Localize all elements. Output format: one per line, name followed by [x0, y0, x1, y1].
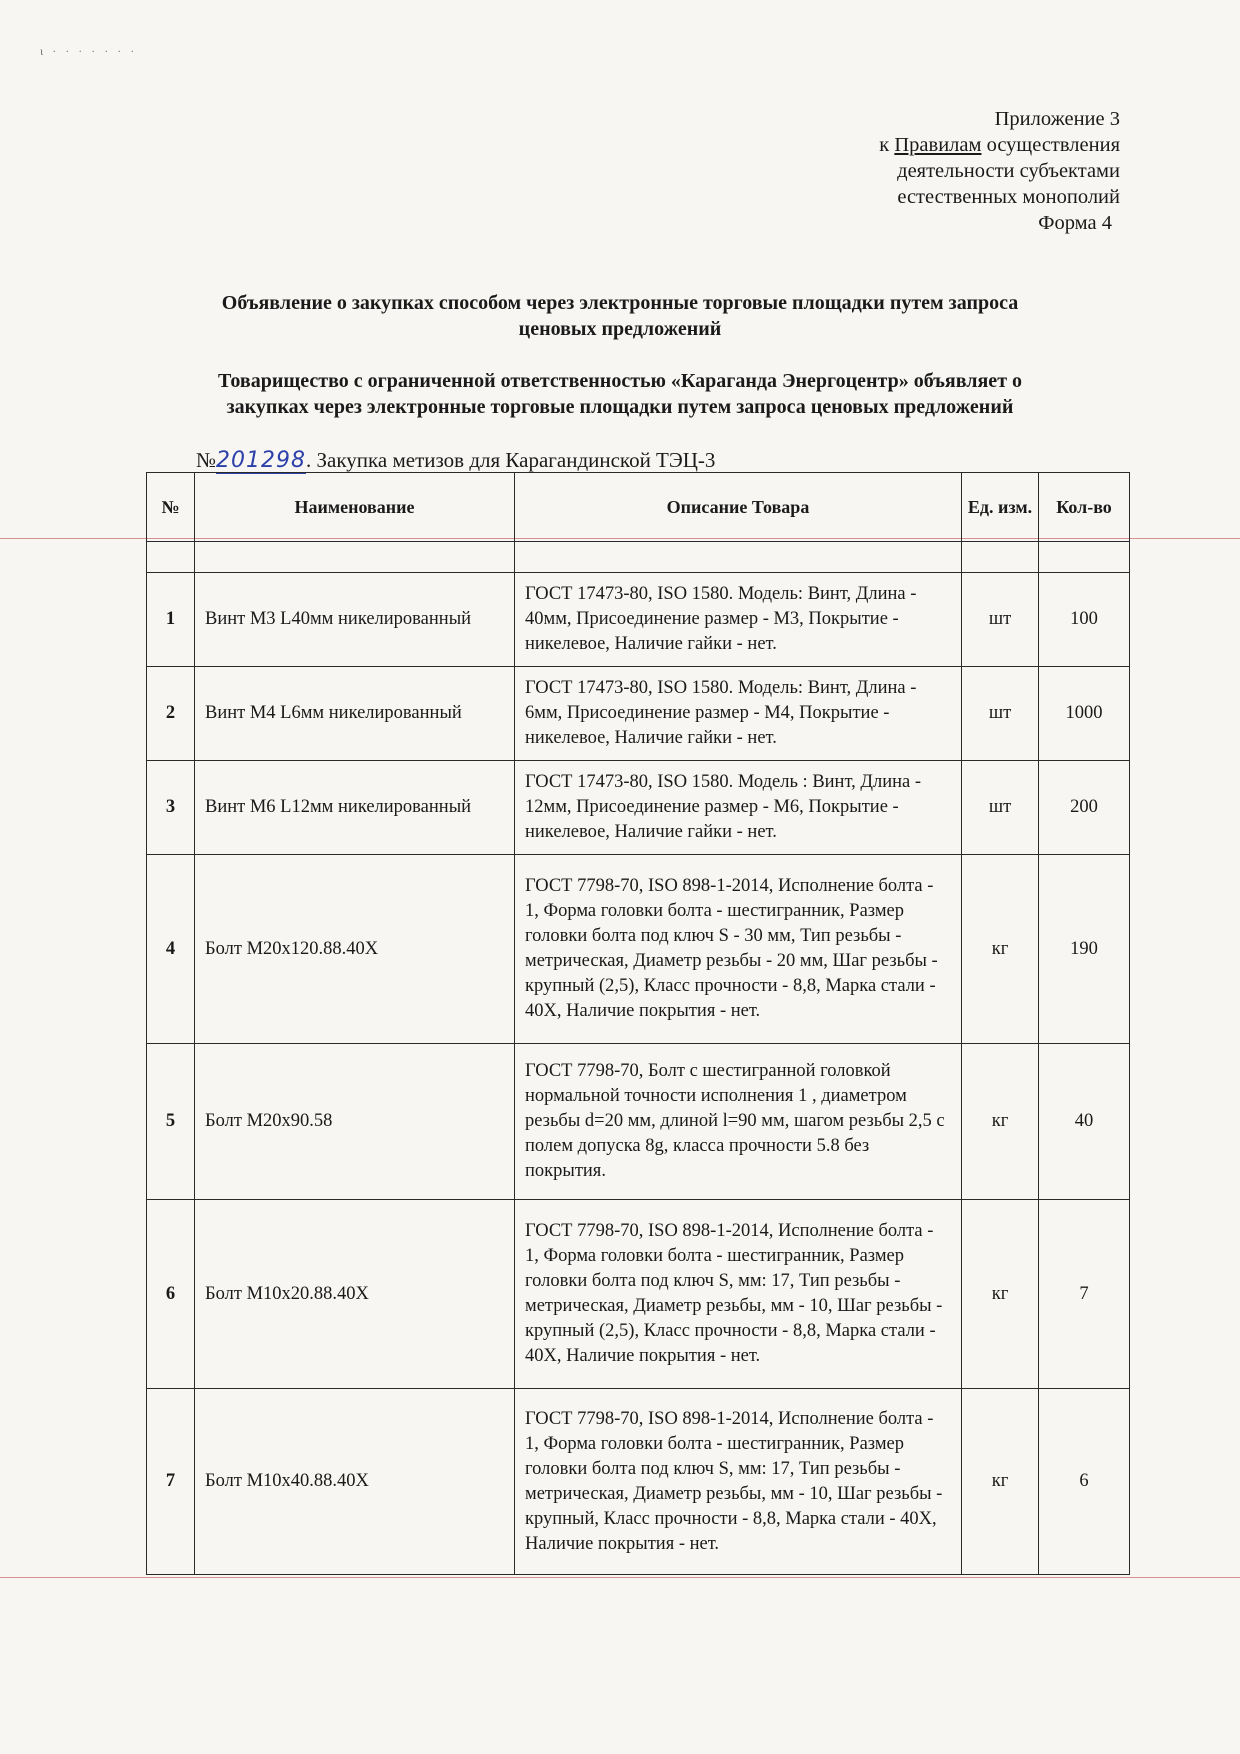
table-spacer-row [147, 542, 1130, 573]
announcement-heading-line-2: ценовых предложений [518, 318, 722, 340]
item-description: ГОСТ 7798-70, ISO 898-1-2014, Исполнение болта - 1, Форма головки болта - шестигранник, Размер головки болта под ключ S - 30 мм, Тип резьбы - метрическая, Диаметр резьбы - 20 мм, Шаг резьбы - крупный (2,5), Класс прочности - 8,8, Марка стали - 40Х, Наличие покрытия - нет. [515, 855, 962, 1044]
table-row [147, 855, 1130, 1044]
item-qty: 6 [1039, 1389, 1130, 1575]
scan-margin-line [0, 1577, 1240, 1578]
form-number: Форма 4 [1038, 212, 1112, 234]
empty-cell [1039, 542, 1130, 573]
row-number: 1 [147, 573, 195, 667]
empty-cell [195, 542, 515, 573]
annex-line-1: Приложение 3 [994, 108, 1120, 130]
item-description: ГОСТ 17473-80, ISO 1580. Модель: Винт, Длина - 6мм, Присоединение размер - М4, Покрытие - никелевое, Наличие гайки - нет. [515, 667, 962, 761]
company-statement-line-1: Товарищество с ограниченной ответственностью «Караганда Энергоцентр» объявляет о [217, 370, 1023, 392]
annex-line-2-suffix: осуществления [981, 134, 1120, 156]
item-unit: кг [962, 1389, 1039, 1575]
header-no: № [147, 473, 195, 542]
item-qty: 7 [1039, 1200, 1130, 1389]
item-unit: кг [962, 1200, 1039, 1389]
row-number: 4 [147, 855, 195, 1044]
item-name: Винт М3 L40мм никелированный [195, 573, 515, 667]
procurement-line [196, 447, 715, 474]
item-description: ГОСТ 7798-70, Болт с шестигранной головкой нормальной точности исполнения 1 , диаметром резьбы d=20 мм, длиной l=90 мм, шагом резьбы 2,5 с полем допуска 8g, класса прочности 5.8 без покрытия. [515, 1044, 962, 1200]
empty-cell [515, 542, 962, 573]
annex-line-4: естественных монополий [897, 186, 1120, 208]
item-name: Болт М20х120.88.40Х [195, 855, 515, 1044]
item-name: Винт М6 L12мм никелированный [195, 761, 515, 855]
table-row [147, 761, 1130, 855]
company-statement-line-2: закупках через электронные торговые площадки путем запроса ценовых предложений [226, 396, 1014, 418]
table-header-row [147, 473, 1130, 542]
rules-link[interactable]: Правилам [894, 134, 982, 156]
item-unit: шт [962, 761, 1039, 855]
annex-block [700, 106, 1120, 236]
number-sign: № [196, 448, 217, 472]
company-statement [150, 368, 1090, 420]
item-qty: 40 [1039, 1044, 1130, 1200]
table-row [147, 573, 1130, 667]
procurement-number: 201298 [216, 448, 307, 473]
annex-line-3: деятельности субъектами [897, 160, 1120, 182]
item-description: ГОСТ 7798-70, ISO 898-1-2014, Исполнение болта - 1, Форма головки болта - шестигранник, Размер головки болта под ключ S, мм: 17, Тип резьбы - метрическая, Диаметр резьбы, мм - 10, Шаг резьбы - крупный, Класс прочности - 8,8, Марка стали - 40Х, Наличие покрытия - нет. [515, 1389, 962, 1575]
procurement-title: . Закупка метизов для Карагандинской ТЭЦ-3 [306, 448, 716, 472]
item-qty: 190 [1039, 855, 1130, 1044]
item-name: Винт М4 L6мм никелированный [195, 667, 515, 761]
table-row [147, 1044, 1130, 1200]
empty-cell [147, 542, 195, 573]
row-number: 5 [147, 1044, 195, 1200]
item-name: Болт М10х40.88.40Х [195, 1389, 515, 1575]
table-row [147, 1389, 1130, 1575]
header-unit: Ед. изм. [962, 473, 1039, 542]
item-qty: 100 [1039, 573, 1130, 667]
item-description: ГОСТ 17473-80, ISO 1580. Модель : Винт, Длина - 12мм, Присоединение размер - М6, Покрытие - никелевое, Наличие гайки - нет. [515, 761, 962, 855]
item-description: ГОСТ 17473-80, ISO 1580. Модель: Винт, Длина - 40мм, Присоединение размер - М3, Покрытие - никелевое, Наличие гайки - нет. [515, 573, 962, 667]
annex-line-2 [700, 132, 1120, 158]
row-number: 2 [147, 667, 195, 761]
item-unit: кг [962, 855, 1039, 1044]
item-unit: шт [962, 573, 1039, 667]
annex-line-2-prefix: к [879, 134, 895, 156]
empty-cell [962, 542, 1039, 573]
header-name: Наименование [195, 473, 515, 542]
item-qty: 1000 [1039, 667, 1130, 761]
scan-corner-mark: ι · · · · · · · [40, 44, 138, 58]
header-qty: Кол-во [1039, 473, 1130, 542]
item-unit: шт [962, 667, 1039, 761]
table-row [147, 1200, 1130, 1389]
header-description: Описание Товара [515, 473, 962, 542]
items-table [146, 472, 1130, 1575]
item-description: ГОСТ 7798-70, ISO 898-1-2014, Исполнение болта - 1, Форма головки болта - шестигранник, Размер головки болта под ключ S, мм: 17, Тип резьбы - метрическая, Диаметр резьбы, мм - 10, Шаг резьбы - крупный (2,5), Класс прочности - 8,8, Марка стали - 40Х, Наличие покрытия - нет. [515, 1200, 962, 1389]
item-name: Болт М20х90.58 [195, 1044, 515, 1200]
row-number: 6 [147, 1200, 195, 1389]
table-row [147, 667, 1130, 761]
announcement-heading [150, 290, 1090, 342]
item-qty: 200 [1039, 761, 1130, 855]
item-unit: кг [962, 1044, 1039, 1200]
row-number: 7 [147, 1389, 195, 1575]
row-number: 3 [147, 761, 195, 855]
item-name: Болт М10х20.88.40Х [195, 1200, 515, 1389]
announcement-heading-line-1: Объявление о закупках способом через электронные торговые площадки путем запроса [221, 292, 1019, 314]
